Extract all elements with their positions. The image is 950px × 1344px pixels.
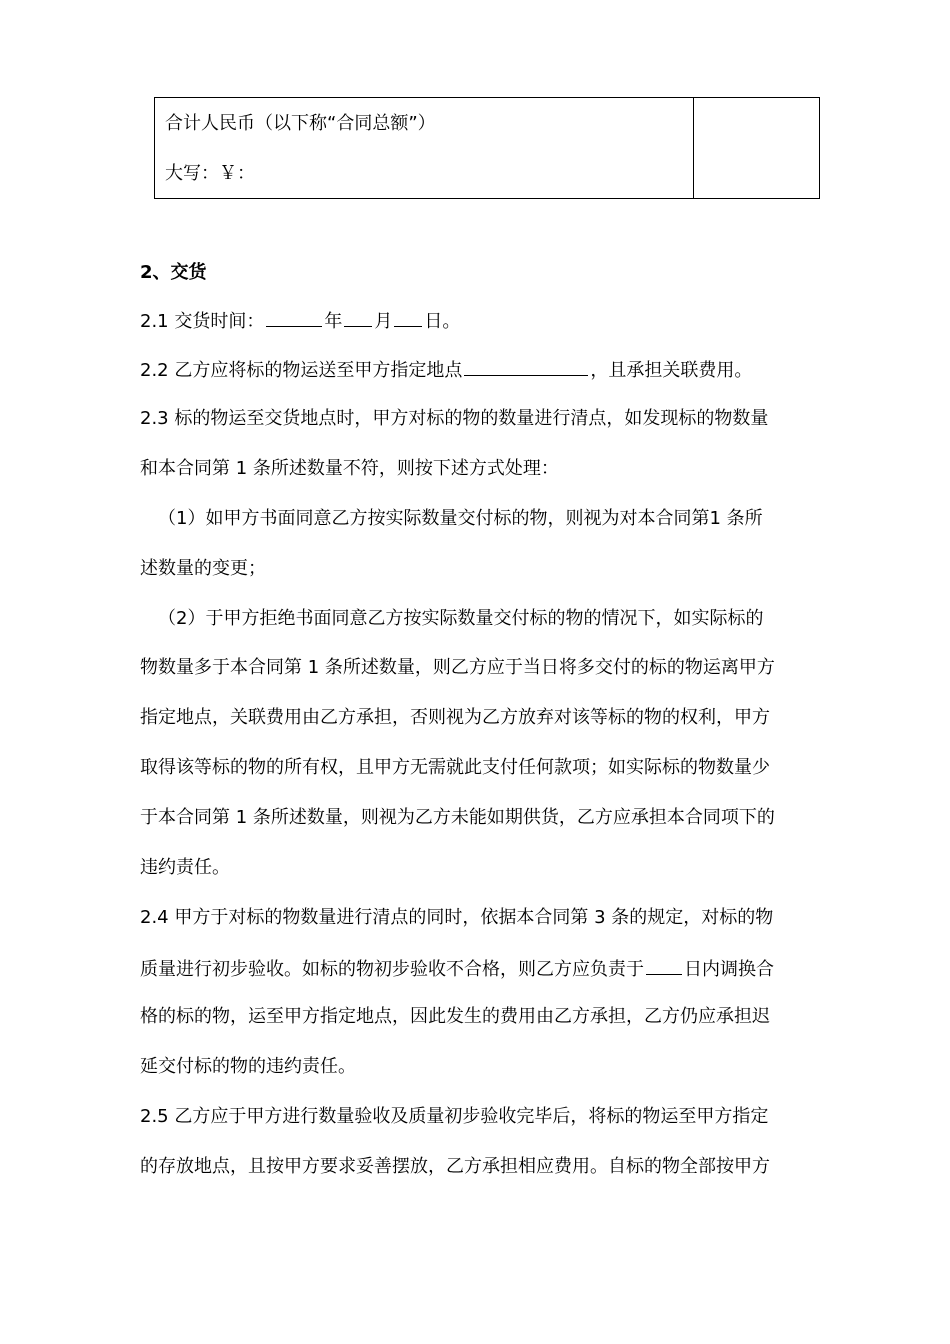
total-amount-value-cell bbox=[694, 98, 820, 199]
clause-2-4-line2-text-a: 质量进行初步验收。如标的物初步验收不合格，则乙方应负责于 bbox=[140, 959, 644, 980]
item-2-line6: 违约责任。 bbox=[140, 857, 230, 878]
clause-2-4-line1: 2.4 甲方于对标的物数量进行清点的同时，依据本合同第 3 条的规定，对标的物 bbox=[140, 907, 774, 928]
total-amount-table bbox=[154, 97, 820, 199]
clause-2-5-line1: 2.5 乙方应于甲方进行数量验收及质量初步验收完毕后，将标的物运至甲方指定 bbox=[140, 1106, 769, 1127]
clause-2-2 bbox=[140, 357, 752, 383]
clause-2-1-label: 2.1 交货时间： bbox=[140, 311, 265, 332]
section-heading-delivery: 2、交货 bbox=[140, 262, 207, 283]
delivery-day-blank bbox=[394, 308, 422, 327]
item-2-line5: 于本合同第 1 条所述数量，则视为乙方未能如期供货，乙方应承担本合同项下的 bbox=[140, 807, 775, 828]
delivery-location-blank bbox=[464, 357, 588, 376]
replacement-days-blank bbox=[646, 956, 682, 975]
total-amount-cell bbox=[155, 98, 694, 199]
clause-2-4-line4: 延交付标的物的违约责任。 bbox=[140, 1056, 356, 1077]
month-label: 月 bbox=[374, 311, 393, 332]
day-label: 日。 bbox=[424, 311, 461, 332]
clause-2-1 bbox=[140, 308, 460, 334]
year-label: 年 bbox=[324, 311, 343, 332]
delivery-month-blank bbox=[344, 308, 372, 327]
clause-2-3-line1: 2.3 标的物运至交货地点时，甲方对标的物的数量进行清点，如发现标的物数量 bbox=[140, 408, 769, 429]
clause-2-2-text-a: 2.2 乙方应将标的物运送至甲方指定地点 bbox=[140, 360, 463, 381]
item-2-line1: （2）于甲方拒绝书面同意乙方按实际数量交付标的物的情况下，如实际标的 bbox=[158, 608, 764, 629]
item-1-line1: （1）如甲方书面同意乙方按实际数量交付标的物，则视为对本合同第1 条所 bbox=[158, 508, 763, 529]
delivery-year-blank bbox=[266, 308, 322, 327]
total-amount-label: 合计人民币（以下称“合同总额”） bbox=[165, 113, 436, 134]
total-amount-uppercase-label: 大写：￥： bbox=[165, 163, 255, 184]
item-1-line2: 述数量的变更； bbox=[140, 558, 266, 579]
item-2-line2: 物数量多于本合同第 1 条所述数量，则乙方应于当日将多交付的标的物运离甲方 bbox=[140, 657, 775, 678]
clause-2-4-line2-text-b: 日内调换合 bbox=[684, 959, 774, 980]
clause-2-4-line3: 格的标的物，运至甲方指定地点，因此发生的费用由乙方承担，乙方仍应承担迟 bbox=[140, 1006, 770, 1027]
clause-2-2-text-b: ，且承担关联费用。 bbox=[590, 360, 753, 381]
clause-2-3-line2: 和本合同第 1 条所述数量不符，则按下述方式处理： bbox=[140, 458, 559, 479]
item-2-line3: 指定地点，关联费用由乙方承担，否则视为乙方放弃对该等标的物的权利，甲方 bbox=[140, 707, 770, 728]
clause-2-5-line2: 的存放地点，且按甲方要求妥善摆放，乙方承担相应费用。自标的物全部按甲方 bbox=[140, 1156, 770, 1177]
item-2-line4: 取得该等标的物的所有权，且甲方无需就此支付任何款项；如实际标的物数量少 bbox=[140, 757, 770, 778]
clause-2-4-line2 bbox=[140, 956, 774, 982]
